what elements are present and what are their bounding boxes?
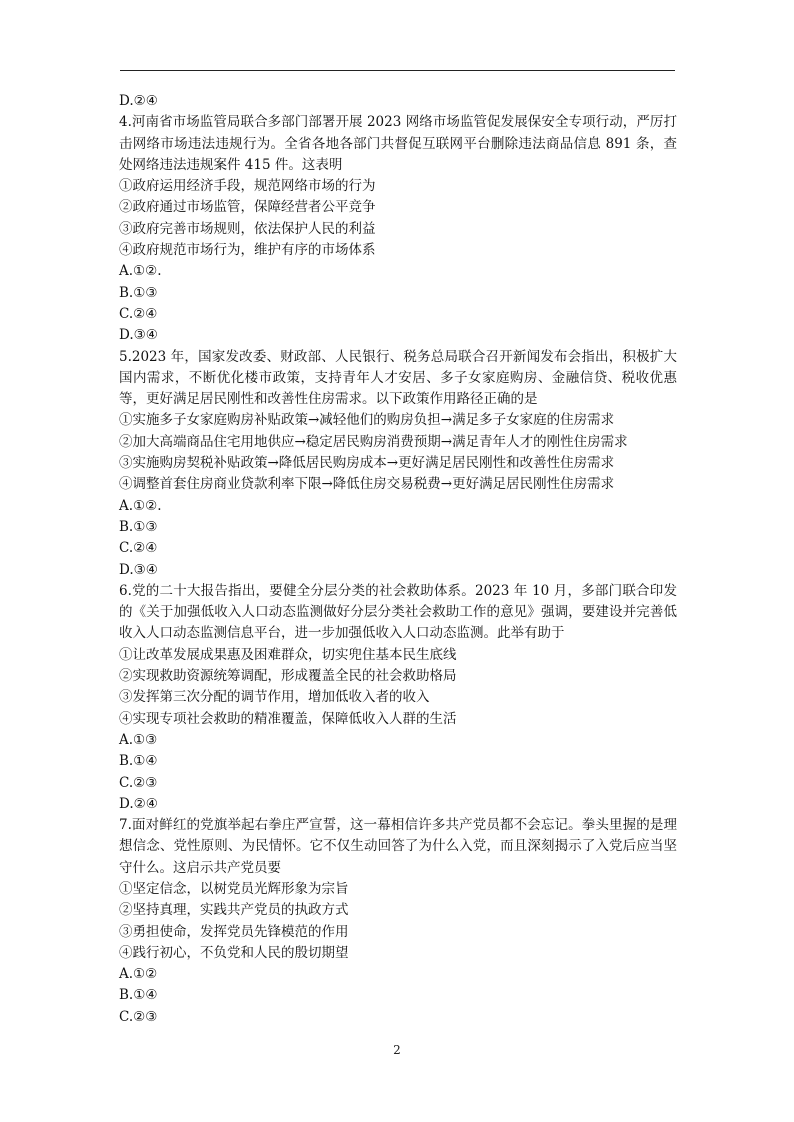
statement: ②政府通过市场监管，保障经营者公平竞争 [119, 199, 376, 216]
question-5 [119, 347, 677, 581]
statement: ②坚持真理，实践共产党员的执政方式 [119, 902, 349, 919]
question-stem: 4.河南省市场监管局联合多部门部署开展 2023 网络市场监管促发展保安全专项行动，严厉打击网络市场违法违规行为。全省各地各部门共督促互联网平台删除违法商品信息 891 条，查处网络违法违规案件 415 件。这表明 [119, 114, 677, 173]
statement: ④实现专项社会救助的精准覆盖，保障低收入人群的生活 [119, 710, 457, 727]
statement: ③发挥第三次分配的调节作用，增加低收入者的收入 [119, 689, 430, 706]
question-4 [119, 112, 677, 346]
statement: ③实施购房契税补贴政策→降低居民购房成本→更好满足居民刚性和改善性住房需求 [119, 455, 615, 472]
statement: ①坚定信念，以树党员光辉形象为宗旨 [119, 880, 349, 897]
statement: ④践行初心，不负党和人民的殷切期望 [119, 944, 349, 961]
statement: ④政府规范市场行为，维护有序的市场体系 [119, 242, 376, 259]
option-c: C.②④ [119, 540, 158, 557]
option-c: C.②③ [119, 1008, 158, 1025]
statement: ①实施多子女家庭购房补贴政策→减轻他们的购房负担→满足多子女家庭的住房需求 [119, 412, 615, 429]
option-b: B.①③ [119, 284, 158, 301]
statement: ②加大高端商品住宅用地供应→稳定居民购房消费预期→满足青年人才的刚性住房需求 [119, 433, 628, 450]
statement: ①政府运用经济手段，规范网络市场的行为 [119, 178, 376, 195]
statement: ④调整首套住房商业贷款利率下限→降低住房交易税费→更好满足居民刚性住房需求 [119, 476, 615, 493]
option-d: D.③④ [119, 327, 158, 344]
option-b: B.①③ [119, 518, 158, 535]
option-c: C.②③ [119, 774, 158, 791]
option-c: C.②④ [119, 305, 158, 322]
option-a: A.①③ [119, 731, 158, 748]
option-a: A.①②. [119, 497, 162, 514]
question-stem: 5.2023 年，国家发改委、财政部、人民银行、税务总局联合召开新闻发布会指出，积极扩大国内需求，不断优化楼市政策，支持青年人才安居、多子女家庭购房、金融信贷、税收优惠等，更好满足居民刚性和改善性住房需求。以下政策作用路径正确的是 [119, 348, 677, 408]
question-6 [119, 581, 677, 815]
question-7 [119, 815, 677, 1028]
question-stem: 7.面对鲜红的党旗举起右拳庄严宣誓，这一幕相信许多共产党员都不会忘记。拳头里握的是理想信念、党性原则、为民情怀。它不仅生动回答了为什么入党，而且深刻揭示了入党后应当坚守什么。这启示共产党员要 [119, 817, 677, 876]
header-rule [120, 70, 675, 71]
pre-option: D.②④ [119, 93, 158, 109]
statement: ②实现救助资源统筹调配，形成覆盖全民的社会救助格局 [119, 668, 457, 685]
question-stem: 6.党的二十大报告指出，要健全分层分类的社会救助体系。2023 年 10 月，多部门联合印发的《关于加强低收入人口动态监测做好分层分类社会救助工作的意见》强调，要建设并完善低收入人口动态监测信息平台，进一步加强低收入人口动态监测。此举有助于 [119, 582, 677, 642]
statement: ③政府完善市场规则，依法保护人民的利益 [119, 220, 376, 237]
option-a: A.①②. [119, 263, 162, 280]
statement: ①让改革发展成果惠及困难群众，切实兜住基本民生底线 [119, 646, 457, 663]
option-a: A.①② [119, 966, 158, 983]
option-d: D.②④ [119, 795, 158, 812]
option-d: D.③④ [119, 561, 158, 578]
statement: ③勇担使命，发挥党员先锋模范的作用 [119, 923, 349, 940]
document-body [119, 91, 677, 1028]
option-b: B.①④ [119, 753, 158, 770]
option-b: B.①④ [119, 987, 158, 1004]
page-number: 2 [393, 1043, 401, 1057]
